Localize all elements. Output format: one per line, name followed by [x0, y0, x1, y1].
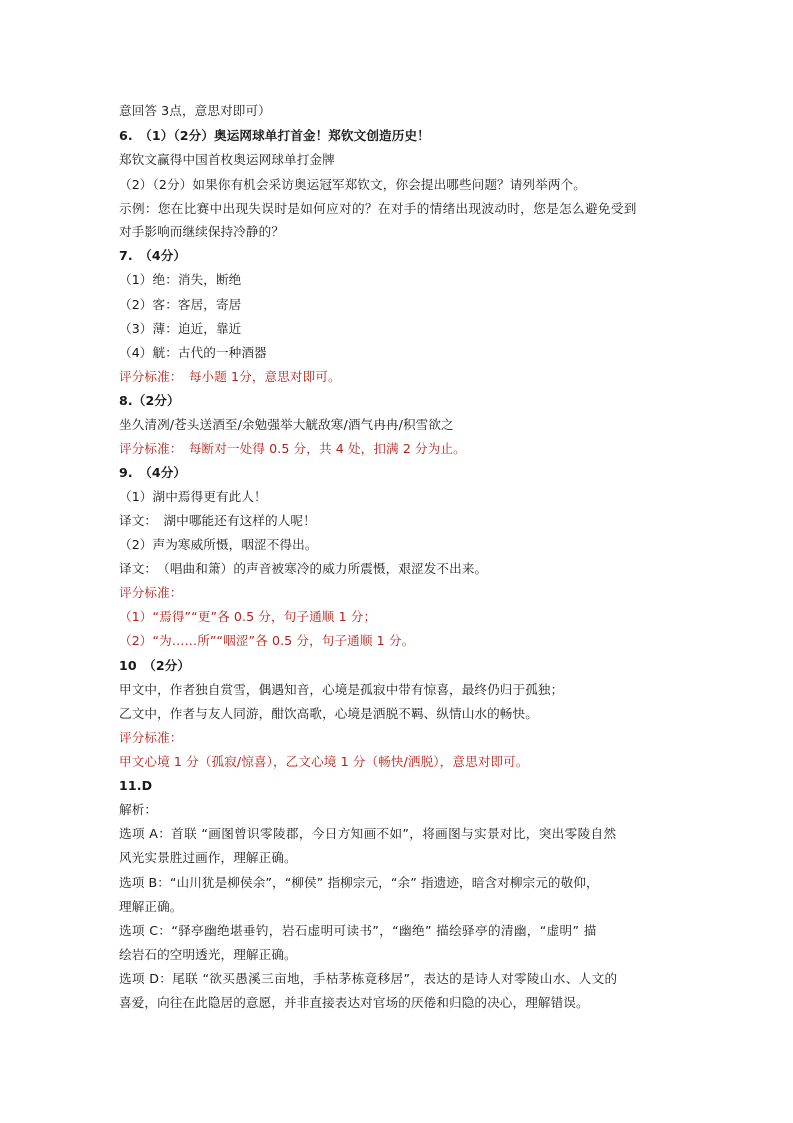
text-line: 选项 D：尾联 “欲买愚溪三亩地，手枯茅栋竟移居”，表达的是诗人对零陵山水、人文的: [119, 971, 618, 986]
scoring-standard: （2）“为……所”“咽涩”各 0.5 分，句子通顺 1 分。: [119, 633, 415, 648]
scoring-standard: 评分标准：: [119, 585, 183, 600]
question-8-heading: 8.（2分）: [119, 393, 180, 408]
text-line: （2）（2分）如果你有机会采访奥运冠军郑钦文，你会提出哪些问题？请列举两个。: [119, 177, 586, 192]
scoring-standard: 评分标准： 每断对一处得 0.5 分，共 4 处，扣满 2 分为止。: [119, 441, 466, 456]
text-line: （3）薄：迫近，靠近: [119, 321, 242, 336]
question-6-heading: 6. （1）（2分）奥运网球单打首金！郑钦文创造历史！: [119, 128, 430, 143]
scoring-standard: （1）“焉得”“更”各 0.5 分，句子通顺 1 分；: [119, 609, 377, 624]
text-line: （1）绝：消失，断绝: [119, 272, 242, 287]
text-line: （1）湖中焉得更有此人！: [119, 489, 267, 504]
question-7-heading: 7. （4分）: [119, 248, 187, 263]
question-9-heading: 9. （4分）: [119, 465, 187, 480]
text-line: 甲文中，作者独自赏雪，偶遇知音，心境是孤寂中带有惊喜，最终仍归于孤独；: [119, 682, 564, 697]
text-line: 意回答 3点，意思对即可）: [119, 103, 271, 118]
text-line: 风光实景胜过画作，理解正确。: [119, 850, 297, 865]
question-11-heading: 11.D: [119, 778, 153, 793]
text-line: 坐久清冽/苍头送酒至/余勉强举大觥敌寒/酒气冉冉/积雪欲之: [119, 417, 454, 432]
scoring-standard: 评分标准： 每小题 1分，意思对即可。: [119, 369, 341, 384]
text-line: 乙文中，作者与友人同游，酣饮高歌，心境是洒脱不羁、纵情山水的畅快。: [119, 706, 538, 721]
text-line: 郑钦文赢得中国首枚奥运网球单打金牌: [119, 152, 335, 167]
text-line: （4）觥：古代的一种酒器: [119, 345, 267, 360]
text-line: 译文： （唱曲和箫）的声音被寒冷的威力所震慑，艰涩发不出来。: [119, 561, 488, 576]
text-line: 译文： 湖中哪能还有这样的人呢！: [119, 513, 316, 528]
text-line: （2）客：客居，寄居: [119, 297, 242, 312]
text-line: 选项 C：“驿亭幽绝堪垂钓，岩石虚明可读书”，“幽绝” 描绘驿亭的清幽，“虚明” 描: [119, 923, 597, 938]
text-line: 对手影响而继续保持冷静的？: [119, 224, 285, 239]
text-line: 理解正确。: [119, 899, 183, 914]
text-line: 示例：您在比赛中出现失误时是如何应对的？在对手的情绪出现波动时，您是怎么避免受到: [119, 201, 637, 216]
text-line: 选项 A：首联 “画图曾识零陵郡，今日方知画不如”，将画图与实景对比，突出零陵自然: [119, 826, 617, 841]
question-10-heading: 10 （2分）: [119, 658, 191, 673]
text-line: （2）声为寒威所慑，咽涩不得出。: [119, 537, 318, 552]
text-line: 绘岩石的空明透光，理解正确。: [119, 947, 297, 962]
scoring-standard: 甲文心境 1 分（孤寂/惊喜），乙文心境 1 分（畅快/洒脱），意思对即可。: [119, 754, 529, 769]
text-line: 解析：: [119, 802, 158, 817]
text-line: 喜爱，向往在此隐居的意愿，并非直接表达对官场的厌倦和归隐的决心，理解错误。: [119, 995, 589, 1010]
text-line: 选项 B：“山川犹是柳侯余”，“柳侯” 指柳宗元，“余” 指遗迹，暗含对柳宗元的敬仰，: [119, 875, 599, 890]
scoring-standard: 评分标准：: [119, 730, 183, 745]
